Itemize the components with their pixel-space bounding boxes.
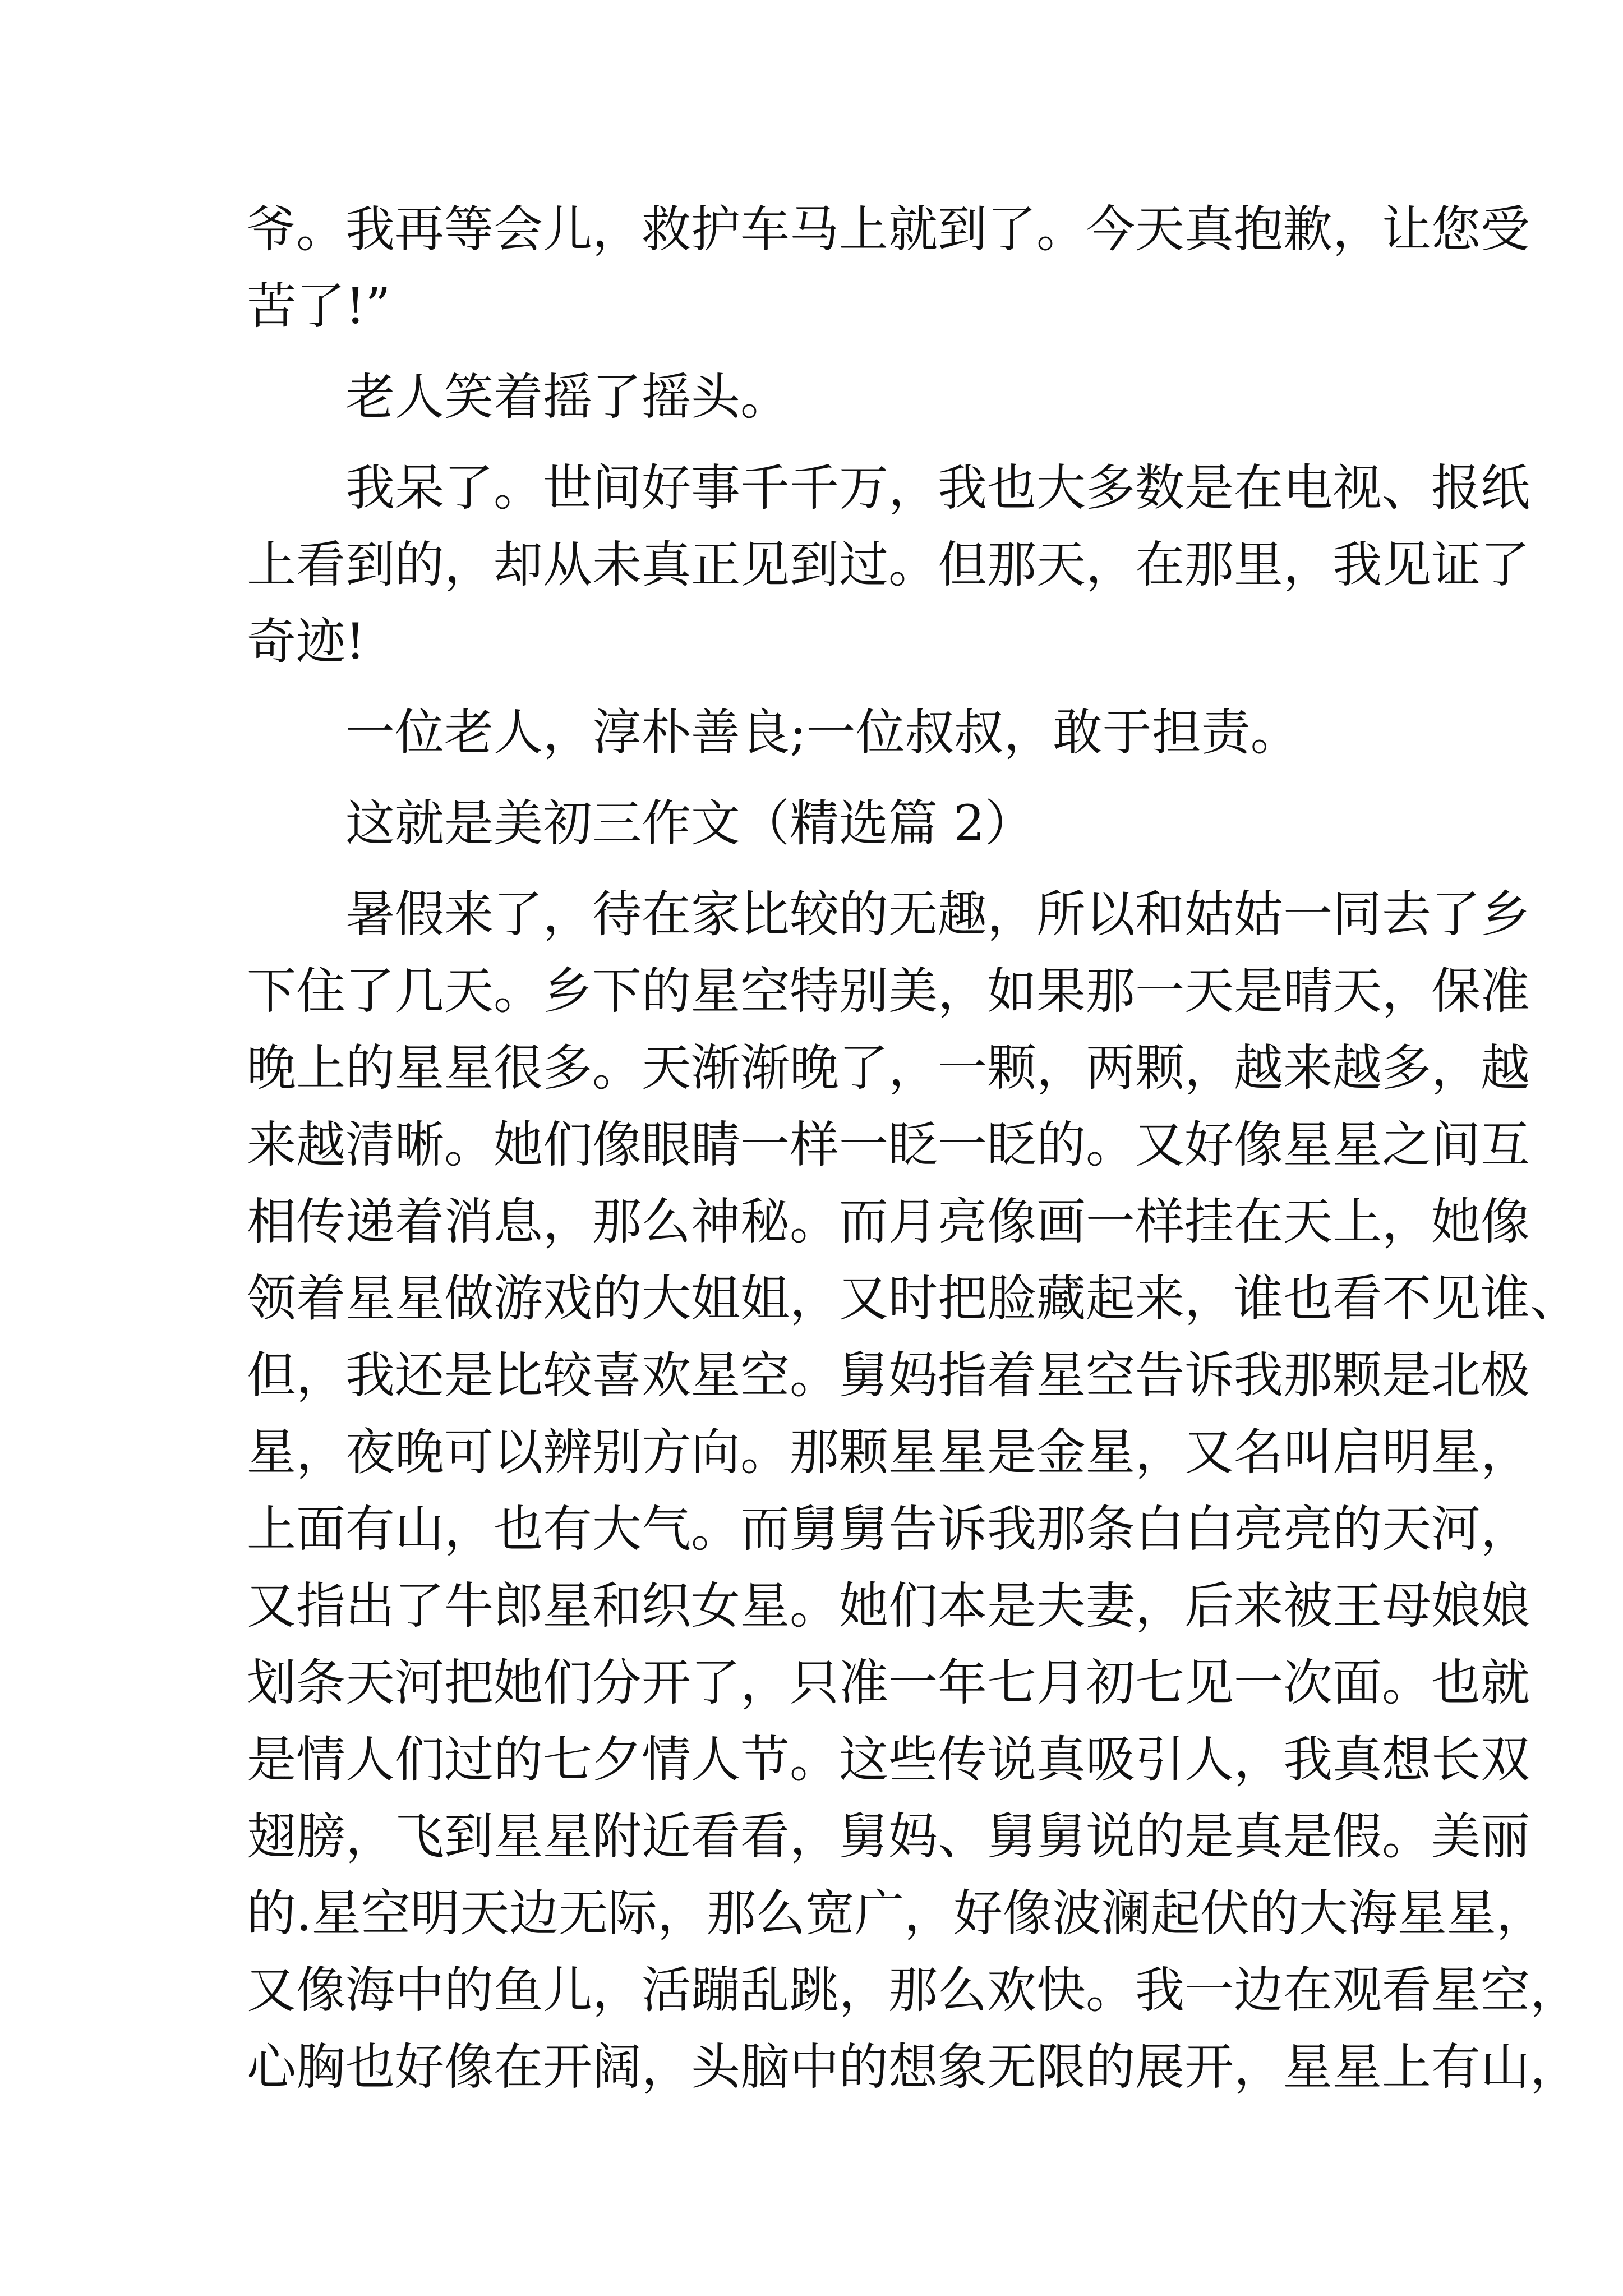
text-line: 相传递着消息，那么神秘。而月亮像画一样挂在天上，她像 <box>247 1193 1530 1250</box>
text-line: 暑假来了，待在家比较的无趣，所以和姑姑一同去了乡 <box>345 885 1530 943</box>
text-line: 的.星空明天边无际，那么宽广，好像波澜起伏的大海星星， <box>247 1884 1546 1942</box>
document-body <box>247 191 1580 2105</box>
text-line: 上看到的，却从未真正见到过。但那天，在那里，我见证了 <box>247 536 1530 593</box>
paragraph-spacing <box>247 862 1413 876</box>
text-line: 晚上的星星很多。天渐渐晚了，一颗，两颗，越来越多，越 <box>247 1039 1530 1097</box>
paragraph-spacing <box>247 435 1413 449</box>
text-line: 老人笑着摇了摇头。 <box>345 368 790 426</box>
paragraph <box>247 358 1413 435</box>
text-line: 星，夜晚可以辨别方向。那颗星星是金星，又名叫启明星， <box>247 1423 1530 1481</box>
text-line: 来越清晰。她们像眼睛一样一眨一眨的。又好像星星之间互 <box>247 1116 1530 1174</box>
paragraph <box>247 449 1530 680</box>
paragraph-spacing <box>247 771 1413 785</box>
heading-line: 这就是美初三作文（精选篇 2） <box>345 794 1034 852</box>
text-line: 爷。我再等会儿，救护车马上就到了。今天真抱歉，让您受 <box>247 200 1530 258</box>
paragraph <box>247 876 1580 2105</box>
paragraph <box>247 694 1413 771</box>
text-line: 划条天河把她们分开了，只准一年七月初七见一次面。也就 <box>247 1654 1530 1711</box>
text-line: 我呆了。世间好事千千万，我也大多数是在电视、报纸 <box>345 459 1530 517</box>
text-line: 上面有山，也有大气。而舅舅告诉我那条白白亮亮的天河， <box>247 1500 1530 1558</box>
text-line: 翅膀，飞到星星附近看看，舅妈、舅舅说的是真是假。美丽 <box>247 1807 1530 1865</box>
section-heading <box>247 785 1413 862</box>
paragraph-spacing <box>247 344 1413 358</box>
text-line: 领着星星做游戏的大姐姐，又时把脸藏起来，谁也看不见谁、 <box>247 1269 1580 1327</box>
text-line: 心胸也好像在开阔，头脑中的想象无限的展开，星星上有山， <box>247 2038 1580 2096</box>
paragraph <box>247 191 1530 344</box>
text-line: 又指出了牛郎星和织女星。她们本是夫妻，后来被王母娘娘 <box>247 1577 1530 1635</box>
text-line: 但，我还是比较喜欢星空。舅妈指着星空告诉我那颗是北极 <box>247 1346 1530 1404</box>
text-line: 是情人们过的七夕情人节。这些传说真吸引人，我真想长双 <box>247 1731 1530 1788</box>
text-line: 又像海中的鱼儿，活蹦乱跳，那么欢快。我一边在观看星空， <box>247 1961 1580 2019</box>
text-line: 奇迹! <box>247 613 366 670</box>
text-line: 一位老人，淳朴善良;一位叔叔，敢于担责。 <box>345 703 1300 761</box>
text-line: 苦了!” <box>247 277 391 335</box>
paragraph-spacing <box>247 680 1413 694</box>
text-line: 下住了几天。乡下的星空特别美，如果那一天是晴天，保准 <box>247 962 1530 1020</box>
